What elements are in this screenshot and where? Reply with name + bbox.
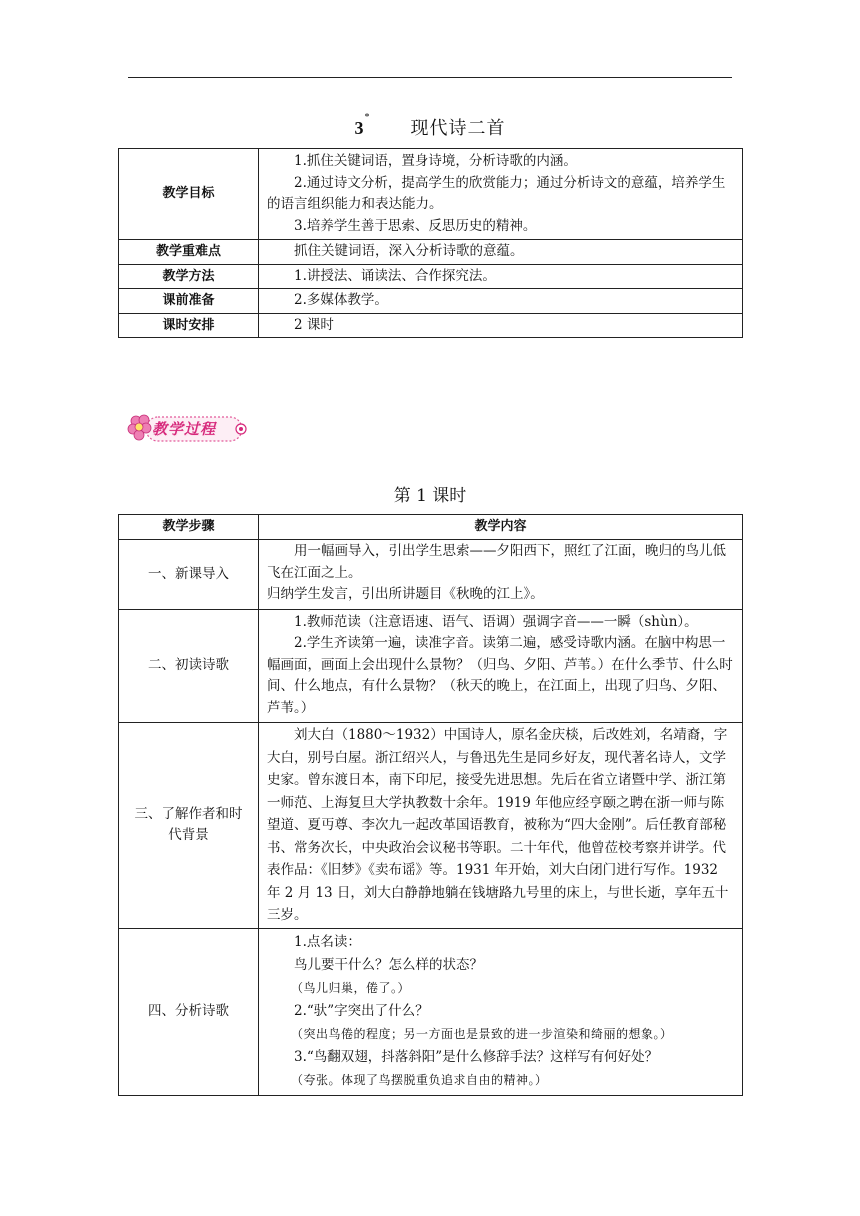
table-row: [119, 264, 743, 289]
step-content: 1.教师范读（注意语速、语气、语调）强调字音——一瞬（shùn）。 2.学生齐读第一遍，读准字音。读第二遍，感受诗歌内涵。在脑中构思一幅画面，画面上会出现什么景物？（归鸟、夕阳、芦苇。）在什么季节、什么时间、什么地点，有什么景物？（秋天的晚上，在江面上，出现了归鸟、夕阳、芦苇。）: [259, 609, 743, 723]
step-label: 二、初读诗歌: [119, 609, 259, 723]
table-row: [119, 289, 743, 314]
row-label: 课前准备: [119, 289, 259, 314]
title-text: 现代诗二首: [410, 118, 506, 139]
row-label: 课时安排: [119, 313, 259, 338]
row-value: 2 课时: [259, 313, 743, 338]
table-row: [119, 723, 743, 929]
step-content: 用一幅画导入，引出学生思索——夕阳西下，照红了江面，晚归的鸟儿低飞在江面之上。 归纳学生发言，引出所讲题目《秋晚的江上》。: [259, 540, 743, 610]
row-value: 1.讲授法、诵读法、合作探究法。: [259, 264, 743, 289]
step-label: 一、新课导入: [119, 540, 259, 610]
row-value: 抓住关键词语，深入分析诗歌的意蕴。: [259, 240, 743, 265]
step-content: 刘大白（1880～1932）中国诗人，原名金庆棪，后改姓刘，名靖裔，字大白，别号白屋。浙江绍兴人，与鲁迅先生是同乡好友，现代著名诗人，文学史家。曾东渡日本，南下印尼，接受先进思想。先后在省立诸暨中学、浙江第一师范、上海复旦大学执教数十余年。1919 年他应经亨颐之聘在浙一师与陈望道、夏丏尊、李次九一起改革国语教育，被称为“四大金刚”。后任教育部秘书、常务次长，中央政治会议秘书等职。二十年代，他曾莅校考察并讲学。代表作品：《旧梦》《卖布谣》等。1931 年开始，刘大白闭门进行写作。1932 年 2 月 13 日，刘大白静静地躺在钱塘路九号里的床上，与世长逝，享年五十三岁。: [259, 723, 743, 929]
row-value: 1.抓住关键词语，置身诗境，分析诗歌的内涵。 2.通过诗文分析，提高学生的欣赏能力；通过分析诗文的意蕴，培养学生的语言组织能力和表达能力。 3.培养学生善于思索、反思历史的精神。: [259, 149, 743, 240]
header-rule: [128, 77, 732, 78]
teaching-process-logo: [124, 411, 250, 445]
table-row: [119, 609, 743, 723]
step-content: 1.点名读： 鸟儿要干什么？怎么样的状态？ （鸟儿归巢，倦了。） 2.“驮”字突出了什么？ （突出鸟倦的程度；另一方面也是景致的进一步渲染和绮丽的想象。） 3.“鸟翻双翅，抖落斜阳”是什么修辞手法？这样写有何好处？ （夸张。体现了鸟摆脱重负追求自由的精神。）: [259, 928, 743, 1095]
page-title: [0, 114, 860, 140]
header-step: 教学步骤: [119, 515, 259, 540]
step-label: 四、分析诗歌: [119, 928, 259, 1095]
table-row: [119, 149, 743, 240]
logo-text: 教学过程: [152, 420, 217, 438]
lesson-number: 3*: [354, 112, 371, 138]
header-content: 教学内容: [259, 515, 743, 540]
steps-table: [118, 514, 743, 1096]
lesson-title: 第 1 课时: [393, 486, 467, 506]
table-row: [119, 928, 743, 1095]
row-value: 2.多媒体教学。: [259, 289, 743, 314]
row-label: 教学重难点: [119, 240, 259, 265]
step-label: 三、了解作者和时代背景: [119, 723, 259, 929]
table-header-row: [119, 515, 743, 540]
table-row: [119, 313, 743, 338]
row-label: 教学方法: [119, 264, 259, 289]
table-row: [119, 540, 743, 610]
table-row: [119, 240, 743, 265]
overview-table: [118, 148, 743, 338]
row-label: 教学目标: [119, 149, 259, 240]
